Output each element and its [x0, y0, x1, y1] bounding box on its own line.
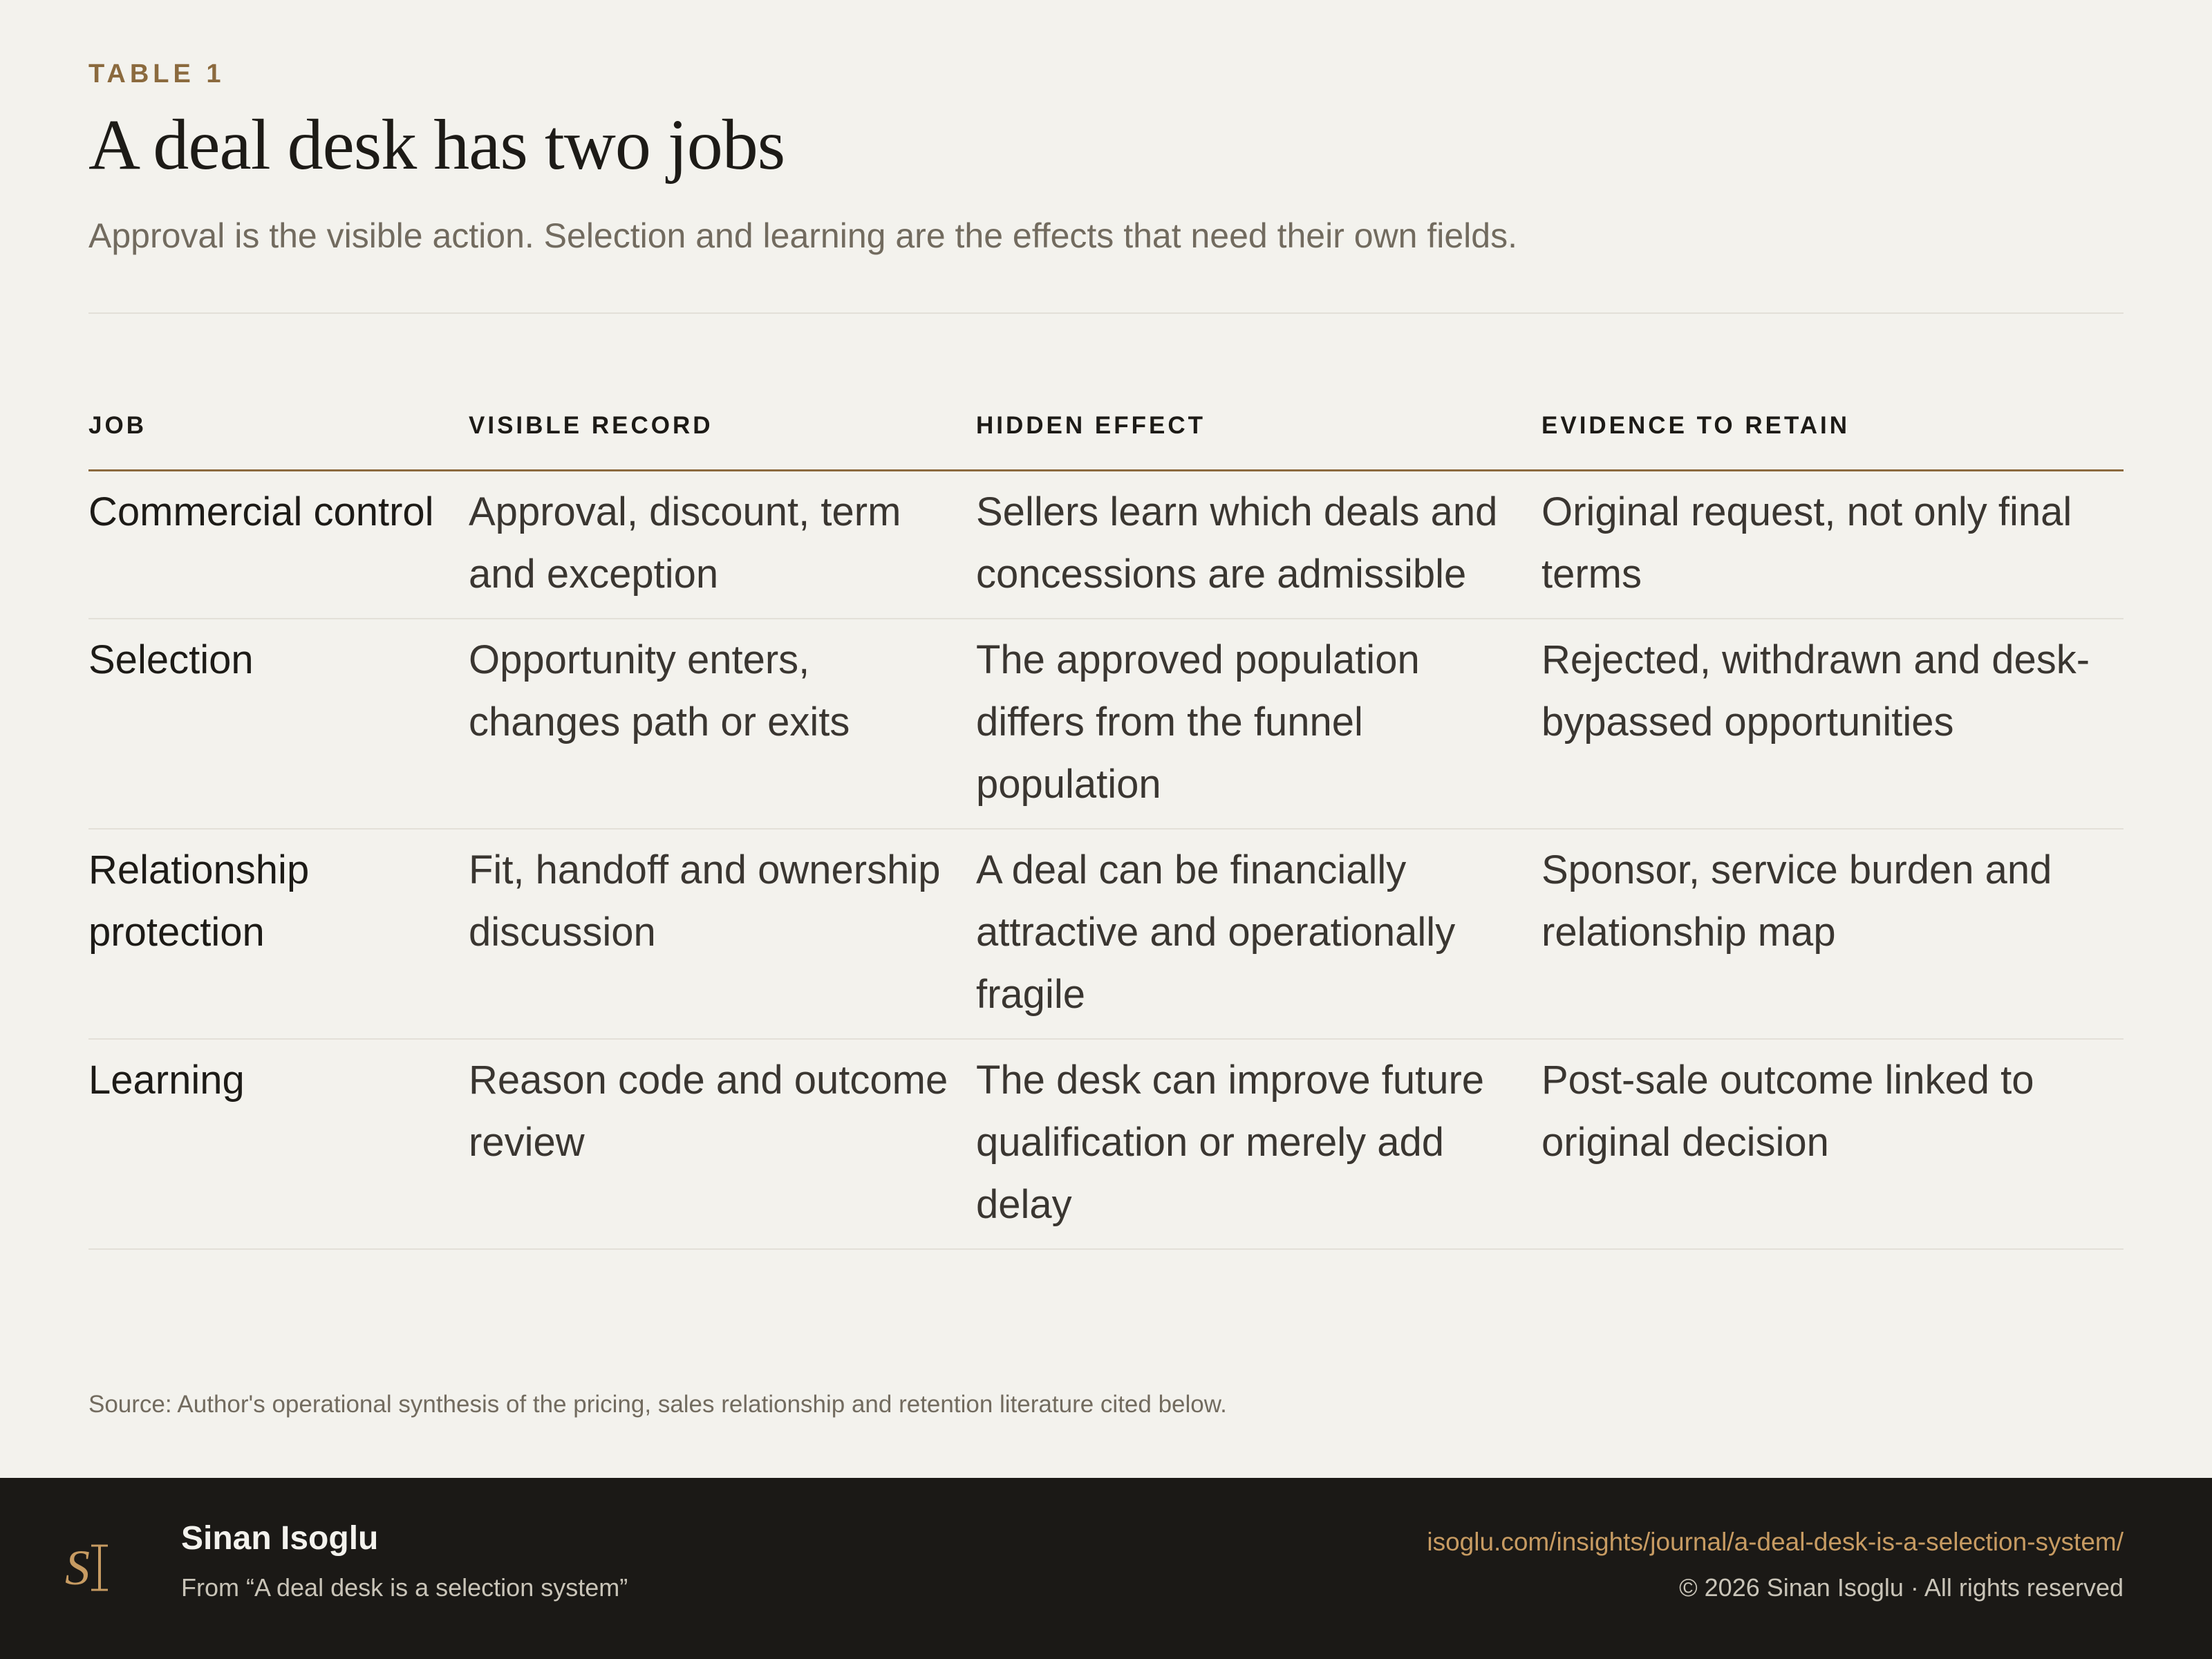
table-label: TABLE 1	[88, 59, 225, 88]
column-header-evidence: EVIDENCE TO RETAIN	[1541, 390, 2124, 470]
cell-evidence: Post-sale outcome linked to original decision	[1541, 1039, 2124, 1249]
cell-hidden-effect: A deal can be financially attractive and operationally fragile	[976, 829, 1541, 1039]
cell-hidden-effect: Sellers learn which deals and concessions are admissible	[976, 470, 1541, 619]
footer	[0, 1478, 2212, 1659]
table-row	[88, 619, 2124, 829]
cell-job: Learning	[88, 1039, 469, 1249]
table-row	[88, 1039, 2124, 1249]
article-reference: From “A deal desk is a selection system”	[181, 1573, 628, 1602]
source-note: Source: Author's operational synthesis of the pricing, sales relationship and retention literature cited below.	[88, 1391, 1227, 1418]
jobs-table	[88, 390, 2124, 1250]
cell-hidden-effect: The approved population differs from the funnel population	[976, 619, 1541, 829]
column-header-hidden-effect: HIDDEN EFFECT	[976, 390, 1541, 470]
column-header-visible-record: VISIBLE RECORD	[469, 390, 976, 470]
monogram-si-icon	[64, 1539, 119, 1601]
divider	[88, 312, 2124, 314]
cell-job: Selection	[88, 619, 469, 829]
copyright-notice: © 2026 Sinan Isoglu · All rights reserved	[1679, 1573, 2124, 1602]
cell-hidden-effect: The desk can improve future qualification or merely add delay	[976, 1039, 1541, 1249]
cell-visible-record: Fit, handoff and ownership discussion	[469, 829, 976, 1039]
cell-evidence: Rejected, withdrawn and desk-bypassed opportunities	[1541, 619, 2124, 829]
table-row	[88, 829, 2124, 1039]
cell-evidence: Original request, not only final terms	[1541, 470, 2124, 619]
table-row	[88, 470, 2124, 619]
cell-visible-record: Opportunity enters, changes path or exits	[469, 619, 976, 829]
author-name: Sinan Isoglu	[181, 1520, 379, 1557]
page-title: A deal desk has two jobs	[88, 105, 785, 185]
cell-evidence: Sponsor, service burden and relationship map	[1541, 829, 2124, 1039]
article-link[interactable]: isoglu.com/insights/journal/a-deal-desk-is-a-selection-system/	[1427, 1528, 2124, 1556]
page-subtitle: Approval is the visible action. Selection and learning are the effects that need their own fields.	[88, 216, 1517, 255]
table-header-row	[88, 390, 2124, 470]
column-header-job: JOB	[88, 390, 469, 470]
cell-job: Commercial control	[88, 470, 469, 619]
cell-job: Relationship protection	[88, 829, 469, 1039]
svg-text:S: S	[65, 1540, 90, 1595]
cell-visible-record: Approval, discount, term and exception	[469, 470, 976, 619]
cell-visible-record: Reason code and outcome review	[469, 1039, 976, 1249]
